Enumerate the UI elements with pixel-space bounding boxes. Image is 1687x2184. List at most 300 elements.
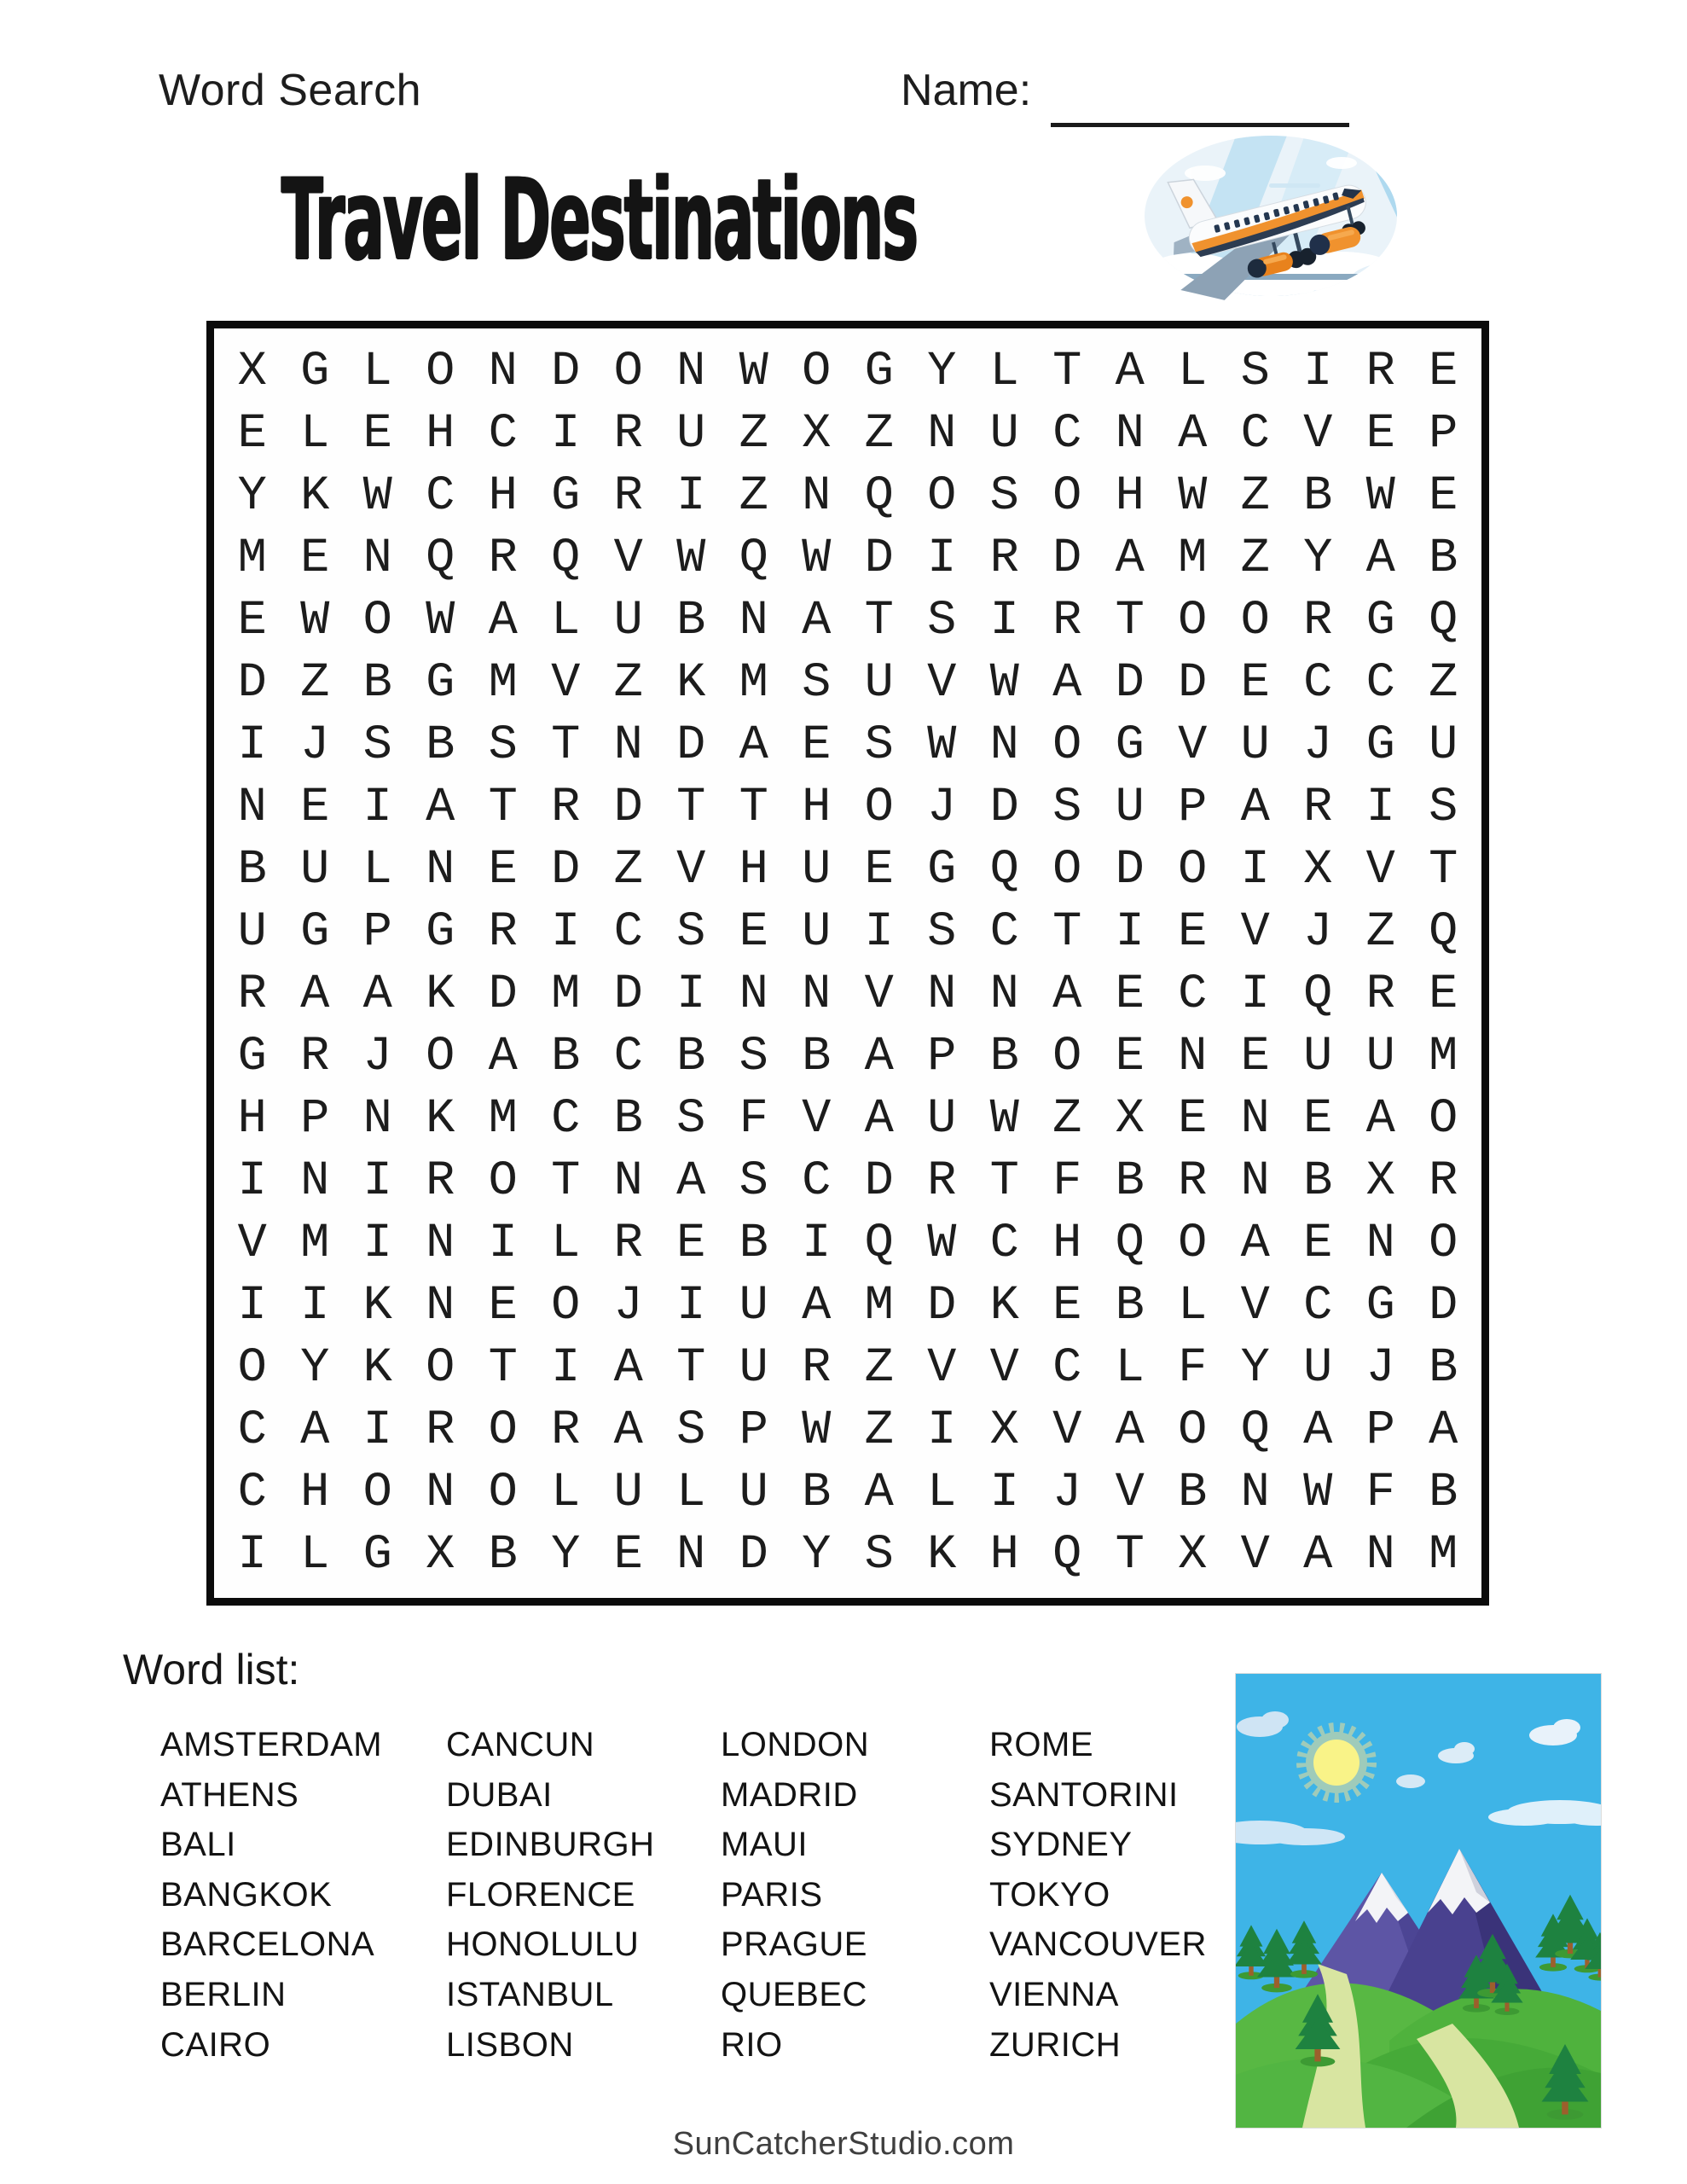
grid-cell: W [927,717,957,773]
grid-cell: U [676,406,706,462]
grid-cell: O [1178,593,1208,648]
grid-cell: P [1429,406,1458,462]
grid-cell: I [551,904,581,960]
grid-cell: N [739,967,768,1022]
grid-cell: R [1365,344,1395,399]
grid-cell: Q [1115,1216,1145,1271]
grid-cell: E [1115,967,1145,1022]
grid-cell: V [1240,904,1270,960]
grid-cell: U [989,406,1019,462]
grid-cell: K [989,1278,1019,1333]
grid-cell: B [1115,1278,1145,1333]
grid-cell: S [1052,780,1082,835]
grid-cell: Z [864,1403,894,1458]
grid-cell: O [237,1340,267,1396]
word-list-item: PARIS [721,1875,823,1914]
grid-cell: Q [864,468,894,524]
grid-cell: B [1115,1153,1145,1209]
grid-cell: X [1365,1153,1395,1209]
grid-cell: B [802,1029,832,1084]
word-list-item: BARCELONA [160,1926,375,1964]
grid-cell: I [551,1340,581,1396]
grid-cell: V [1365,842,1395,897]
grid-cell: G [551,468,581,524]
word-search-grid [206,321,1489,1606]
grid-cell: O [1052,842,1082,897]
grid-cell: H [488,468,518,524]
word-list-item: SYDNEY [989,1826,1133,1864]
grid-cell: E [802,717,832,773]
grid-cell: R [613,1216,643,1271]
grid-cell: H [989,1527,1019,1583]
grid-cell: U [1365,1029,1395,1084]
grid-cell: N [1365,1527,1395,1583]
grid-cell: L [300,406,330,462]
grid-cell: G [362,1527,392,1583]
grid-cell: I [488,1216,518,1271]
word-list-item: BANGKOK [160,1875,333,1914]
grid-cell: J [1365,1340,1395,1396]
grid-cell: Z [613,655,643,711]
grid-cell: L [551,593,581,648]
name-blank-line [1051,84,1349,127]
grid-cell: R [300,1029,330,1084]
grid-cell: I [237,1153,267,1209]
grid-cell: E [488,1278,518,1333]
grid-cell: M [300,1216,330,1271]
word-list-item: QUEBEC [721,1975,867,2013]
grid-cell: L [362,344,392,399]
grid-cell: N [802,967,832,1022]
grid-cell: A [864,1029,894,1084]
grid-cell: O [1178,1216,1208,1271]
word-list-item: SANTORINI [989,1775,1179,1814]
grid-cell: I [1303,344,1333,399]
grid-cell: E [362,406,392,462]
grid-cell: A [362,967,392,1022]
grid-cell: G [864,344,894,399]
word-list-column [446,1720,655,2070]
footer-site-text: SunCatcherStudio.com [672,2126,1015,2162]
grid-cell: C [802,1153,832,1209]
grid-cell: E [237,593,267,648]
grid-cell: J [1303,717,1333,773]
grid-cell: I [676,967,706,1022]
grid-cell: U [739,1278,768,1333]
word-list-item: ROME [989,1726,1093,1763]
word-list-label: Word list: [123,1646,300,1693]
grid-cell: N [1240,1091,1270,1147]
grid-cell: S [676,904,706,960]
word-list-item: CANCUN [446,1726,595,1763]
grid-cell: V [1052,1403,1082,1458]
grid-cell: E [1240,1029,1270,1084]
grid-cell: Q [1429,904,1458,960]
grid-cell: T [676,780,706,835]
grid-cell: W [989,1091,1019,1147]
grid-cell: L [989,344,1019,399]
grid-cell: D [676,717,706,773]
grid-cell: L [1178,344,1208,399]
grid-cell: I [989,1465,1019,1520]
grid-cell: E [488,842,518,897]
grid-cell: W [1365,468,1395,524]
grid-cell: A [1303,1403,1333,1458]
grid-cell: S [488,717,518,773]
grid-cell: O [613,344,643,399]
word-search-label: Word Search [159,66,422,115]
grid-cell: K [362,1340,392,1396]
grid-cell: B [802,1465,832,1520]
grid-cell: B [676,593,706,648]
grid-cell: A [426,780,455,835]
grid-cell: O [426,1029,455,1084]
word-list-column [721,1720,869,2070]
word-list-item: FLORENCE [446,1875,635,1914]
grid-cell: T [989,1153,1019,1209]
grid-cell: T [676,1340,706,1396]
grid-cell: C [237,1403,267,1458]
word-list-column [160,1720,382,2070]
grid-cell: Z [739,468,768,524]
grid-cell: D [864,1153,894,1209]
grid-cell: D [989,780,1019,835]
grid-cell: R [802,1340,832,1396]
grid-cell: A [1303,1527,1333,1583]
grid-cell: Q [1240,1403,1270,1458]
grid-cell: I [362,1403,392,1458]
grid-cell: Y [802,1527,832,1583]
grid-cell: H [1115,468,1145,524]
grid-cell: R [426,1153,455,1209]
grid-cell: W [1303,1465,1333,1520]
grid-cell: A [1115,1403,1145,1458]
grid-cell: I [1240,967,1270,1022]
grid-cell: B [676,1029,706,1084]
grid-cell: S [989,468,1019,524]
word-list-item: BERLIN [160,1975,287,2013]
grid-cell: B [613,1091,643,1147]
grid-cell: O [551,1278,581,1333]
grid-cell: G [237,1029,267,1084]
grid-cell: D [1429,1278,1458,1333]
grid-cell: I [927,531,957,586]
grid-cell: E [1429,468,1458,524]
grid-cell: L [551,1465,581,1520]
mountain-landscape-illustration [1236,1674,1601,2128]
grid-cell: A [864,1091,894,1147]
grid-cell: C [1178,967,1208,1022]
grid-cell: S [802,655,832,711]
grid-cell: B [1429,531,1458,586]
grid-cell: A [300,967,330,1022]
grid-cell: E [1303,1091,1333,1147]
grid-cell: D [551,344,581,399]
word-list-item: LONDON [721,1726,870,1763]
grid-cell: B [1178,1465,1208,1520]
grid-cell: F [1052,1153,1082,1209]
grid-cell: I [1240,842,1270,897]
grid-cell: W [362,468,392,524]
grid-cell: E [1429,344,1458,399]
grid-cell: X [426,1527,455,1583]
grid-cell: N [237,780,267,835]
grid-cell: K [300,468,330,524]
word-list-item: PRAGUE [721,1926,867,1964]
grid-cell: I [1365,780,1395,835]
grid-cell: R [1365,967,1395,1022]
grid-cell: W [739,344,768,399]
grid-cell: K [927,1527,957,1583]
grid-cell: R [989,531,1019,586]
grid-cell: O [1052,1029,1082,1084]
grid-cell: F [1365,1465,1395,1520]
grid-cell: K [426,1091,455,1147]
grid-cell: Z [864,1340,894,1396]
grid-cell: L [362,842,392,897]
grid-cell: R [1052,593,1082,648]
grid-cell: L [1115,1340,1145,1396]
grid-cell: Q [1303,967,1333,1022]
grid-cell: R [488,904,518,960]
grid-cell: M [551,967,581,1022]
grid-cell: L [300,1527,330,1583]
grid-cell: O [1429,1091,1458,1147]
grid-cell: U [613,1465,643,1520]
grid-cell: R [237,967,267,1022]
grid-cell: A [1365,1091,1395,1147]
grid-cell: J [1052,1465,1082,1520]
grid-cell: C [989,904,1019,960]
grid-cell: I [1115,904,1145,960]
grid-cell: B [1303,1153,1333,1209]
grid-cell: O [1052,468,1082,524]
grid-cell: Z [739,406,768,462]
grid-cell: S [739,1153,768,1209]
grid-cell: A [1240,780,1270,835]
grid-cell: G [426,655,455,711]
grid-cell: S [676,1091,706,1147]
grid-cell: C [613,1029,643,1084]
grid-cell: A [864,1465,894,1520]
grid-cell: C [551,1091,581,1147]
grid-cell: D [1115,655,1145,711]
grid-cell: Q [1429,593,1458,648]
grid-cell: L [551,1216,581,1271]
grid-cell: O [1429,1216,1458,1271]
grid-cell: I [237,717,267,773]
grid-cell: N [426,1216,455,1271]
grid-cell: A [488,1029,518,1084]
grid-cell: N [676,344,706,399]
grid-cell: N [362,531,392,586]
grid-cell: G [927,842,957,897]
grid-cell: Q [551,531,581,586]
grid-cell: Y [1240,1340,1270,1396]
grid-cell: C [488,406,518,462]
grid-cell: D [1115,842,1145,897]
grid-cell: E [1115,1029,1145,1084]
grid-cell: O [1178,1403,1208,1458]
grid-cell: U [237,904,267,960]
grid-cell: U [739,1340,768,1396]
grid-cell: M [488,655,518,711]
grid-cell: I [676,468,706,524]
grid-cell: T [739,780,768,835]
grid-cell: L [1178,1278,1208,1333]
word-list-item: ISTANBUL [446,1975,614,2013]
grid-cell: V [1303,406,1333,462]
grid-cell: J [613,1278,643,1333]
grid-cell: O [1240,593,1270,648]
word-list-item: LISBON [446,2025,574,2064]
grid-cell: N [362,1091,392,1147]
grid-cell: V [927,655,957,711]
grid-cell: B [1429,1340,1458,1396]
grid-cell: I [802,1216,832,1271]
grid-cell: X [1178,1527,1208,1583]
grid-cell: H [237,1091,267,1147]
grid-cell: N [1178,1029,1208,1084]
grid-cell: S [1240,344,1270,399]
grid-cell: M [1429,1527,1458,1583]
grid-cell: E [300,780,330,835]
grid-cell: X [989,1403,1019,1458]
grid-cell: E [1429,967,1458,1022]
grid-cell: D [864,531,894,586]
grid-cell: U [802,842,832,897]
grid-cell: H [300,1465,330,1520]
grid-cell: N [676,1527,706,1583]
grid-cell: T [864,593,894,648]
grid-cell: U [1303,1340,1333,1396]
grid-cell: E [1240,655,1270,711]
word-list-item: VIENNA [989,1975,1119,2013]
grid-cell: T [488,1340,518,1396]
grid-cell: I [237,1278,267,1333]
grid-cell: S [1429,780,1458,835]
grid-cell: G [1115,717,1145,773]
grid-cell: A [676,1153,706,1209]
grid-cell: C [1052,406,1082,462]
grid-cell: E [676,1216,706,1271]
grid-cell: N [927,967,957,1022]
grid-cell: A [613,1403,643,1458]
word-list-item: TOKYO [989,1875,1110,1914]
grid-cell: A [1052,967,1082,1022]
grid-cell: V [989,1340,1019,1396]
grid-cell: R [1429,1153,1458,1209]
grid-cell: N [426,1278,455,1333]
grid-cell: P [1178,780,1208,835]
grid-cell: D [488,967,518,1022]
grid-cell: E [1052,1278,1082,1333]
grid-cell: O [1052,717,1082,773]
grid-cell: J [927,780,957,835]
grid-cell: R [551,780,581,835]
grid-cell: W [300,593,330,648]
grid-cell: E [1178,1091,1208,1147]
name-label: Name: [901,66,1032,115]
grid-cell: S [927,904,957,960]
grid-cell: O [488,1153,518,1209]
grid-cell: E [739,904,768,960]
grid-cell: S [676,1403,706,1458]
grid-cell: N [1115,406,1145,462]
word-list-item: DUBAI [446,1775,553,1814]
grid-cell: H [426,406,455,462]
grid-cell: T [551,717,581,773]
grid-cell: S [739,1029,768,1084]
grid-cell: U [1429,717,1458,773]
grid-cell: N [613,717,643,773]
grid-cell: Q [426,531,455,586]
grid-cell: K [676,655,706,711]
grid-cell: Y [237,468,267,524]
grid-cell: Z [1365,904,1395,960]
grid-cell: V [864,967,894,1022]
grid-cell: C [613,904,643,960]
grid-cell: Z [300,655,330,711]
grid-cell: G [1365,717,1395,773]
grid-cell: R [613,468,643,524]
grid-cell: K [362,1278,392,1333]
grid-cell: Z [1429,655,1458,711]
grid-cell: B [362,655,392,711]
grid-cell: N [1365,1216,1395,1271]
grid-cell: W [927,1216,957,1271]
grid-cell: Z [864,406,894,462]
grid-cell: C [989,1216,1019,1271]
grid-cell: C [426,468,455,524]
grid-cell: C [1052,1340,1082,1396]
grid-cell: V [676,842,706,897]
grid-cell: N [300,1153,330,1209]
grid-cell: F [739,1091,768,1147]
airplane-illustration [1141,128,1406,309]
grid-cell: R [1303,593,1333,648]
grid-cell: E [237,406,267,462]
grid-cell: M [1429,1029,1458,1084]
grid-cell: C [1240,406,1270,462]
grid-cell: K [426,967,455,1022]
grid-cell: O [426,344,455,399]
grid-cell: C [237,1465,267,1520]
grid-cell: G [1365,593,1395,648]
grid-cell: D [613,967,643,1022]
grid-cell: W [802,1403,832,1458]
grid-cell: Z [613,842,643,897]
grid-cell: S [864,717,894,773]
grid-cell: T [1115,1527,1145,1583]
word-list-item: ZURICH [989,2025,1122,2064]
grid-cell: I [989,593,1019,648]
word-list-item: ATHENS [160,1775,299,1814]
grid-cell: X [1115,1091,1145,1147]
grid-cell: A [1365,531,1395,586]
grid-cell: D [613,780,643,835]
grid-cell: R [551,1403,581,1458]
grid-cell: V [927,1340,957,1396]
grid-cell: Y [300,1340,330,1396]
grid-cell: G [300,904,330,960]
grid-cell: N [989,967,1019,1022]
grid-cell: D [551,842,581,897]
grid-cell: C [1303,1278,1333,1333]
grid-cell: Z [1240,468,1270,524]
grid-cell: E [300,531,330,586]
word-list-item: MADRID [721,1775,858,1814]
